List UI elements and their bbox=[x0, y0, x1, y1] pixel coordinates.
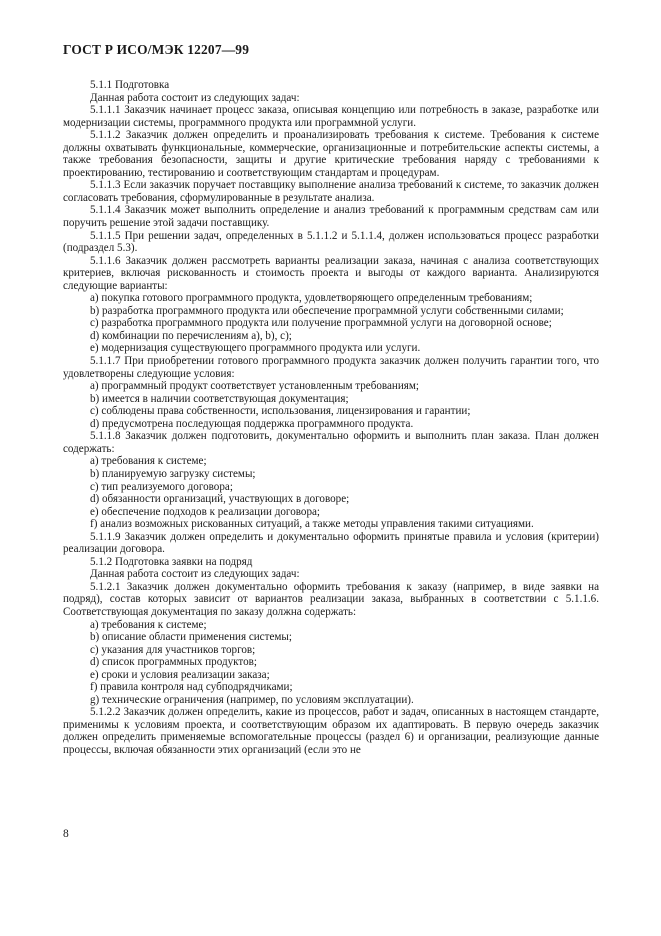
list-item: e) обеспечение подходов к реализации договора; bbox=[90, 505, 321, 518]
list-item: a) покупка готового программного продукта, удовлетворяющего определенным требованиям; bbox=[90, 292, 533, 305]
list-item: e) модернизация существующего программного продукта или услуги. bbox=[90, 342, 421, 355]
paragraph-5-1-1-5: 5.1.1.5 При решении задач, определенных в 5.1.1.2 и 5.1.1.4, должен использоваться процесс разработки (подраздел 5.3). bbox=[63, 229, 599, 255]
document-header: ГОСТ Р ИСО/МЭК 12207—99 bbox=[63, 42, 250, 57]
paragraph-5-1-1-2: 5.1.1.2 Заказчик должен определить и проанализировать требования к системе. Требования к системе должны охватывать функциональные, коммерческие, организационные и потребительские аспекты системы, а также требования безопасности, защиты и другие критические требования наряду с требованиями к проектированию, тестированию и соответствующим стандартам и процедурам. bbox=[63, 129, 599, 179]
page-body bbox=[63, 79, 599, 757]
list-item: f) правила контроля над субподрядчиками; bbox=[90, 681, 293, 694]
list-item: c) указания для участников торгов; bbox=[90, 643, 256, 656]
paragraph-5-1-1-1: 5.1.1.1 Заказчик начинает процесс заказа, описывая концепцию или потребность в заказе, разработке или модернизации системы, программного продукта или программной услуги. bbox=[63, 104, 599, 129]
list-item: b) имеется в наличии соответствующая документация; bbox=[90, 392, 349, 405]
list-item: d) обязанности организаций, участвующих в договоре; bbox=[90, 493, 350, 506]
list-item: a) требования к системе; bbox=[90, 618, 207, 631]
paragraph-5-1-1-7: 5.1.1.7 При приобретении готового программного продукта заказчик должен получить гарантии того, что удовлетворены следующие условия: bbox=[63, 355, 599, 380]
page-number: 8 bbox=[63, 828, 69, 840]
list-item: c) тип реализуемого договора; bbox=[90, 480, 233, 493]
list-item: c) разработка программного продукта или получение программной услуги на договорной основе; bbox=[90, 317, 552, 330]
paragraph-5-1-1-4: 5.1.1.4 Заказчик может выполнить определение и анализ требований к программным средствам сам или поручить решение этой задачи поставщику. bbox=[63, 204, 599, 230]
section-5-1-2-intro: Данная работа состоит из следующих задач: bbox=[90, 568, 300, 581]
list-item: b) описание области применения системы; bbox=[90, 631, 292, 644]
list-item: d) комбинации по перечислениям a), b), c); bbox=[90, 329, 292, 342]
list-item: g) технические ограничения (например, по условиям эксплуатации). bbox=[90, 693, 414, 706]
list-item: a) программный продукт соответствует установленным требованиям; bbox=[90, 380, 420, 393]
list-item: a) требования к системе; bbox=[90, 455, 207, 468]
section-5-1-1-intro: Данная работа состоит из следующих задач: bbox=[90, 91, 300, 104]
section-5-1-1-title: 5.1.1 Подготовка bbox=[90, 79, 170, 91]
list-item: e) сроки и условия реализации заказа; bbox=[90, 668, 270, 681]
paragraph-5-1-2-2: 5.1.2.2 Заказчик должен определить, какие из процессов, работ и задач, описанных в настоящем стандарте, применимы к условиям проекта, и соответствующим образом их адаптировать. В первую очередь заказчик должен определить применяемые вспомогательные процессы (раздел 6) и организации, реализующие данные процессы, включая обязанности этих организаций (если это не bbox=[63, 706, 599, 756]
list-item: b) разработка программного продукта или обеспечение программной услуги собственными силами; bbox=[90, 304, 564, 317]
section-5-1-2-title: 5.1.2 Подготовка заявки на подряд bbox=[90, 555, 253, 568]
paragraph-5-1-1-6: 5.1.1.6 Заказчик должен рассмотреть варианты реализации заказа, начиная с анализа соответствующих критериев, включая рискованность и стоимость проекта и выгоды от каждого варианта. Анализируются следующие варианты: bbox=[63, 254, 599, 292]
paragraph-5-1-1-8: 5.1.1.8 Заказчик должен подготовить, документально оформить и выполнить план заказа. План должен содержать: bbox=[63, 430, 599, 455]
list-item: c) соблюдены права собственности, использования, лицензирования и гарантии; bbox=[90, 405, 471, 418]
paragraph-5-1-2-1: 5.1.2.1 Заказчик должен документально оформить требования к заказу (например, в виде заявки на подряд), состав которых зависит от вариантов реализации заказа, выбранных в соответствии с 5.1.1.6. Соответствующая документация по заказу должна содержать: bbox=[63, 580, 599, 618]
list-item: b) планируемую загрузку системы; bbox=[90, 467, 256, 480]
list-item: f) анализ возможных рискованных ситуаций, а также методы управления такими ситуациями. bbox=[90, 518, 534, 531]
list-item: d) список программных продуктов; bbox=[90, 656, 257, 669]
list-item: d) предусмотрена последующая поддержка программного продукта. bbox=[90, 417, 414, 430]
paragraph-5-1-1-9: 5.1.1.9 Заказчик должен определить и документально оформить принятые правила и условия (критерии) реализации договора. bbox=[63, 530, 599, 556]
paragraph-5-1-1-3: 5.1.1.3 Если заказчик поручает поставщику выполнение анализа требований к системе, то заказчик должен согласовать требования, сформулированные в результате анализа. bbox=[63, 179, 599, 204]
